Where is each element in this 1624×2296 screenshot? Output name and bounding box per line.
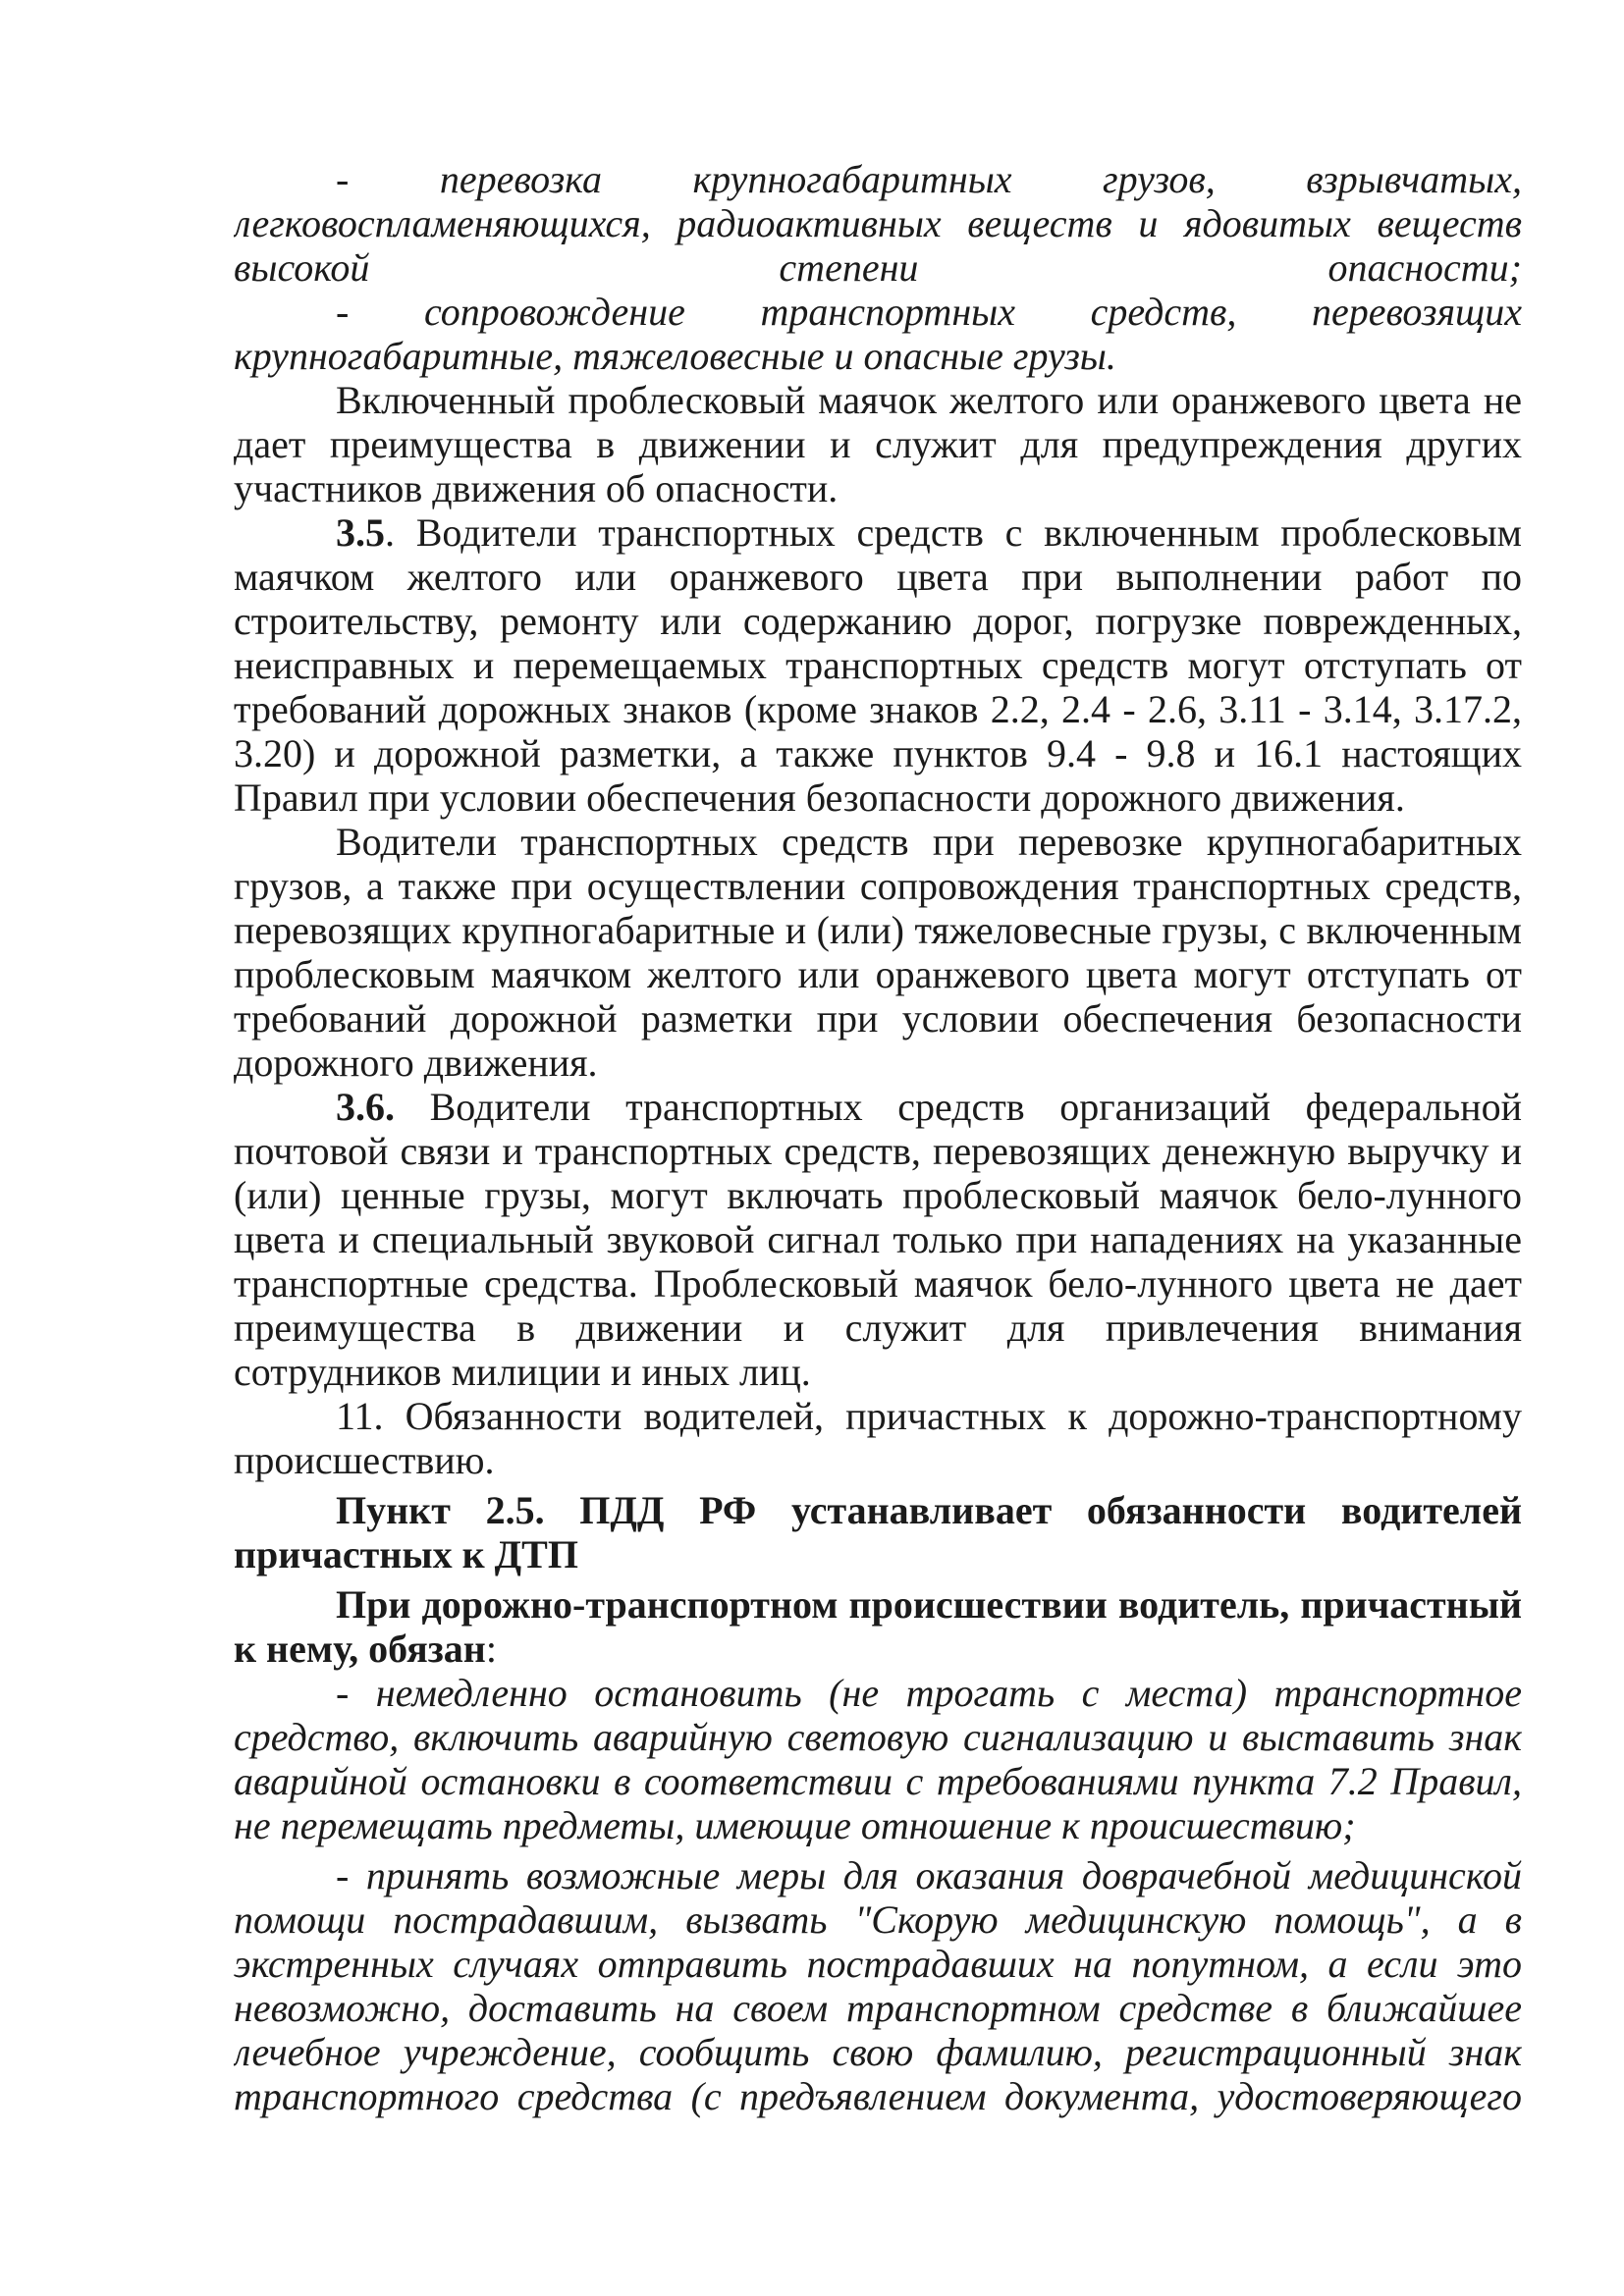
paragraph-text: . Водители транспортных средств с включенным проблесковым маячком желтого или оранжевого цвета при выполнении работ по строительству, ремонту или содержанию дорог, погрузке поврежденных, неисправных и перемещаемых транспортных средств могут отступать от требований дорожных знаков (кроме знаков 2.2, 2.4 - 2.6, 3.11 - 3.14, 3.17.2, 3.20) и дорожной разметки, а также пунктов 9.4 - 9.8 и 16.1 настоящих Правил при условии обеспечения безопасности дорожного движения. [234,510,1522,820]
list-item-escort [234,290,1522,378]
paragraph-beacon-note [234,378,1522,510]
paragraph-text: : [485,1627,497,1671]
paragraph-text: - сопровождение транспортных средств, перевозящих крупногабаритные, тяжеловесные и опасные грузы. [234,290,1522,378]
paragraph-text: - перевозка крупногабаритных грузов, взрывчатых, легковоспламеняющихся, радиоактивных веществ и ядовитых веществ высокой степени опасности; [234,157,1522,290]
list-item-first-aid [234,1853,1522,2118]
document-page [234,157,1522,2189]
paragraph-text: - немедленно остановить (не трогать с места) транспортное средство, включить аварийную световую сигнализацию и выставить знак аварийной остановки в соответствии с требованиями пункта 7.2 Правил, не перемещать предметы, имеющие отношение к происшествию; [234,1671,1522,1847]
paragraph-text: - принять возможные меры для оказания доврачебной медицинской помощи пострадавшим, вызвать "Скорую медицинскую помощь", а в экстренных случаях отправить пострадавших на попутном, а если это невозможно, доставить на своем транспортном средстве в ближайшее лечебное учреждение, сообщить свою фамилию, регистрационный знак транспортного средства (с предъявлением документа, удостоверяющего [234,1853,1522,2118]
paragraph-driver-obligations [234,1582,1522,1671]
clause-3-5 [234,510,1522,820]
list-item-stop-vehicle [234,1671,1522,1847]
paragraph-text: 11. Обязанности водителей, причастных к дорожно-транспортному происшествию. [234,1394,1522,1482]
paragraph-text: Включенный проблесковый маячок желтого или оранжевого цвета не дает преимущества в движении и служит для предупреждения других участников движения об опасности. [234,378,1522,510]
clause-number: 3.6. [336,1085,395,1129]
section-heading-11 [234,1394,1522,1482]
paragraph-oversize-drivers [234,820,1522,1085]
paragraph-text: Пункт 2.5. ПДД РФ устанавливает обязанности водителей причастных к ДТП [234,1488,1522,1576]
paragraph-text: Водители транспортных средств организаций федеральной почтовой связи и транспортных средств, перевозящих денежную выручку и (или) ценные грузы, могут включать проблесковый маячок бело-лунного цвета и специальный звуковой сигнал только при нападениях на указанные транспортные средства. Проблесковый маячок бело-лунного цвета не дает преимущества в движении и служит для привлечения внимания сотрудников милиции и иных лиц. [234,1085,1522,1394]
clause-3-6 [234,1085,1522,1394]
clause-number: 3.5 [336,510,385,555]
bold-heading-rule-2-5 [234,1488,1522,1576]
list-item-oversize-cargo [234,157,1522,290]
paragraph-text: Водители транспортных средств при перевозке крупногабаритных грузов, а также при осуществлении сопровождения транспортных средств, перевозящих крупногабаритные и (или) тяжеловесные грузы, с включенным проблесковым маячком желтого или оранжевого цвета могут отступать от требований дорожной разметки при условии обеспечения безопасности дорожного движения. [234,820,1522,1085]
obligation-lead: При дорожно-транспортном происшествии водитель, причастный к нему, обязан [234,1582,1522,1671]
